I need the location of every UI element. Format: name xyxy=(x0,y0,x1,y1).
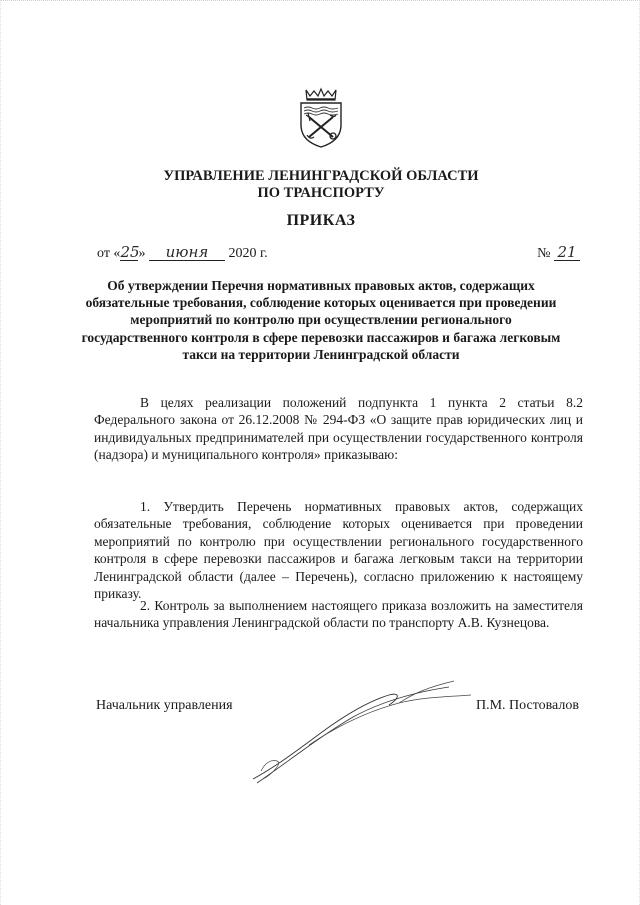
order-title: Об утверждении Перечня нормативных правовых актов, содержащих обязательные требования, соблюдение которых оценивается при проведении мероприятий по контролю при осуществлении регионального государственного контроля в сфере перевозки пассажиров и багажа легковым такси на территории Ленинградской области xyxy=(81,278,561,362)
signatory-name: П.М. Постовалов xyxy=(475,698,579,713)
item-2-paragraph: 2. Контроль за выполнением настоящего приказа возложить на заместителя начальника управления Ленинградской области по транспорту А.В. Кузнецова. xyxy=(94,598,583,631)
date-prefix: от « xyxy=(97,246,121,261)
date-day: 25 xyxy=(120,243,140,261)
handwritten-signature xyxy=(249,675,474,785)
date-quote-close: » xyxy=(138,246,146,261)
order-date xyxy=(97,245,268,262)
document-type: ПРИКАЗ xyxy=(286,212,356,229)
organization-name: УПРАВЛЕНИЕ ЛЕНИНГРАДСКОЙ ОБЛАСТИ xyxy=(163,168,479,184)
organization-subname: ПО ТРАНСПОРТУ xyxy=(257,185,385,201)
signatory-position: Начальник управления xyxy=(96,698,233,713)
number-prefix: № xyxy=(537,246,551,261)
date-year: 2020 г. xyxy=(228,246,268,261)
coat-of-arms-icon xyxy=(297,87,345,149)
preamble-paragraph: В целях реализации положений подпункта 1 пункта 2 статьи 8.2 Федерального закона от 26.12.2008 № 294-ФЗ «О защите прав юридических лиц и индивидуальных предпринимателей при осуществлении государственного контроля (надзора) и муниципального контроля» приказываю: xyxy=(94,395,583,463)
number-value: 21 xyxy=(554,245,580,261)
item-1-paragraph: 1. Утвердить Перечень нормативных правовых актов, содержащих обязательные требования, соблюдение которых оценивается при проведении мероприятий по контролю при осуществлении регионального государственного контроля в сфере перевозки пассажиров и багажа легковым такси на территории Ленинградской области (далее – Перечень), согласно приложению к настоящему приказу. xyxy=(94,499,583,602)
date-month: июня xyxy=(149,245,225,261)
order-number xyxy=(537,245,580,262)
